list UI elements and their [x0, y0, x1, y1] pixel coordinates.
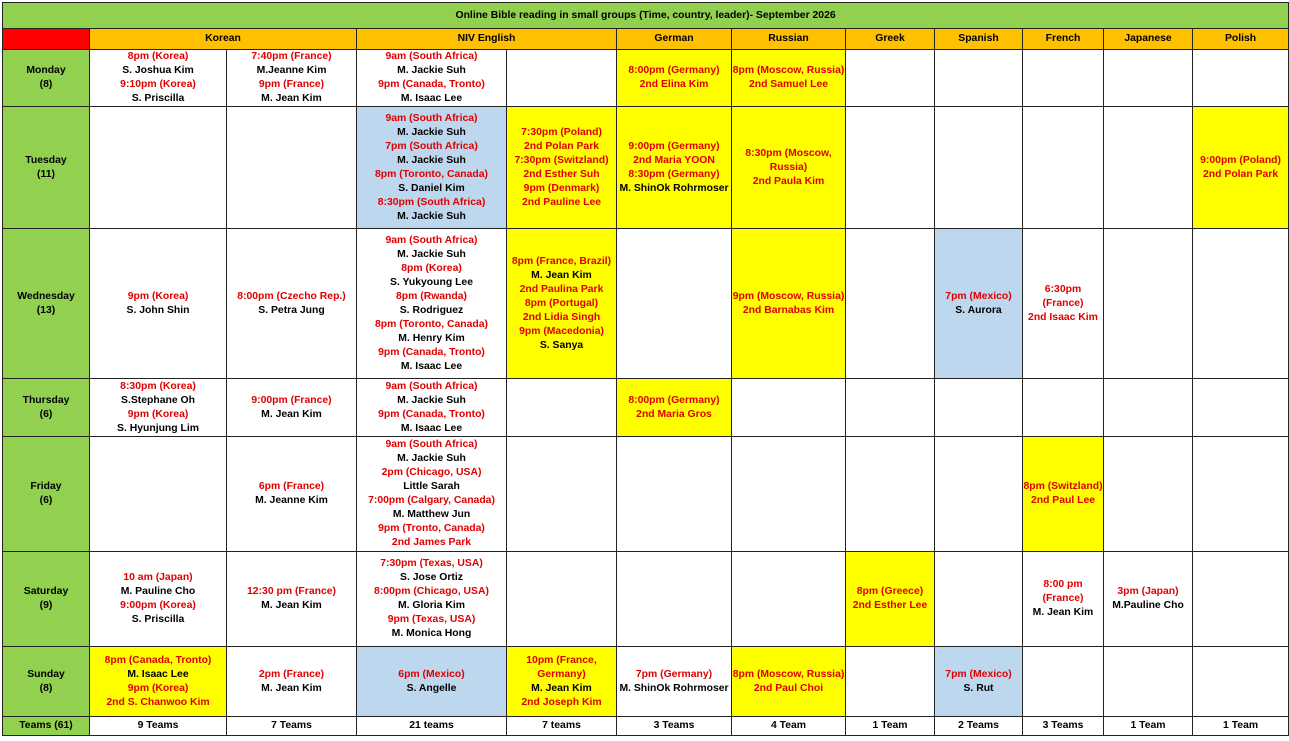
total-spanish: 2 Teams [935, 717, 1023, 736]
session-time: 9pm (Texas, USA) [387, 614, 476, 625]
session-time: 2pm (Chicago, USA) [381, 467, 482, 478]
cell-sunday-polish [1193, 647, 1289, 717]
cell-wednesday-english-2 [507, 229, 617, 379]
cell-thursday-english-1 [357, 379, 507, 437]
cell-saturday-korean-1 [90, 552, 227, 647]
session-time: 2nd Maria YOON [633, 154, 715, 166]
cell-tuesday-english-2 [507, 107, 617, 229]
cell-wednesday-japanese [1104, 229, 1193, 379]
cell-monday-polish [1193, 50, 1289, 107]
total-russian: 4 Team [732, 717, 846, 736]
session-time: 9pm (Korea) [127, 408, 189, 420]
total-german: 3 Teams [617, 717, 732, 736]
session-leader: S. Priscilla [131, 614, 185, 625]
total-english-2: 7 teams [507, 717, 617, 736]
cell-friday-korean-1 [90, 437, 227, 552]
page-title: Online Bible reading in small groups (Time, country, leader)- September 2026 [3, 3, 1289, 29]
cell-wednesday-german [617, 229, 732, 379]
session-leader: M.Pauline Cho [1112, 600, 1184, 611]
session-leader: M. Jean Kim [1032, 607, 1094, 618]
session-time: 8:00pm (Chicago, USA) [374, 586, 489, 597]
session-time: 10pm (France, Germany) [526, 654, 597, 680]
schedule-table [2, 2, 1289, 736]
session-time: 2nd Elina Kim [639, 79, 709, 90]
cell-sunday-japanese [1104, 647, 1193, 717]
session-time: 8:30pm (Korea) [120, 380, 196, 392]
cell-tuesday-german [617, 107, 732, 229]
session-time: 8:30pm (Moscow, Russia) [745, 147, 832, 173]
session-time: 7pm (Germany) [635, 668, 713, 680]
cell-friday-french [1023, 437, 1104, 552]
session-time: 8pm (Canada, Tronto) [104, 654, 212, 666]
cell-sunday-english-1 [357, 647, 507, 717]
session-leader: M. Monica Hong [391, 628, 472, 639]
session-time: 2nd James Park [391, 537, 472, 548]
session-leader: S.Stephane Oh [121, 394, 195, 406]
session-time: 9pm (Korea) [127, 290, 189, 302]
session-time: 10 am (Japan) [123, 572, 193, 583]
lang-header-french: French [1023, 29, 1104, 50]
cell-saturday-english-2 [507, 552, 617, 647]
session-time: 2nd Paula Kim [752, 175, 825, 187]
cell-saturday-russian [732, 552, 846, 647]
session-leader: M. Henry Kim [398, 332, 465, 344]
session-leader: M. Jeanne Kim [255, 495, 328, 506]
session-time: 9pm (Denmark) [523, 182, 600, 194]
session-time: 8pm (Korea) [127, 51, 189, 62]
day-label-thursday: Thursday (6) [3, 379, 90, 437]
session-leader: M. Isaac Lee [127, 668, 189, 680]
session-time: 2nd Paulina Park [519, 283, 604, 295]
day-label-sunday: Sunday (8) [3, 647, 90, 717]
total-korean-1: 9 Teams [90, 717, 227, 736]
session-leader: M. Jean Kim [261, 600, 322, 611]
session-time: 2nd Esther Lee [852, 600, 928, 611]
session-time: 7:40pm (France) [251, 51, 332, 62]
cell-friday-greek [846, 437, 935, 552]
cell-saturday-german [617, 552, 732, 647]
session-time: 9am (South Africa) [385, 439, 478, 450]
session-time: 8pm (Portugal) [524, 297, 599, 309]
session-leader: S. Sanya [539, 339, 584, 351]
cell-saturday-french [1023, 552, 1104, 647]
session-time: 9am (South Africa) [385, 234, 478, 246]
cell-wednesday-greek [846, 229, 935, 379]
session-leader: M. Jackie Suh [397, 126, 466, 138]
session-time: 2nd Maria Gros [636, 408, 712, 420]
cell-monday-korean-1 [90, 50, 227, 107]
total-greek: 1 Team [846, 717, 935, 736]
cell-thursday-polish [1193, 379, 1289, 437]
cell-monday-greek [846, 50, 935, 107]
cell-monday-japanese [1104, 50, 1193, 107]
session-time: 2nd Polan Park [1203, 168, 1279, 180]
cell-monday-spanish [935, 50, 1023, 107]
cell-sunday-english-2 [507, 647, 617, 717]
session-time: 8pm (Toronto, Canada) [375, 318, 488, 330]
lang-header-korean: Korean [90, 29, 357, 50]
session-time: 2nd Polan Park [523, 140, 600, 152]
session-time: 9pm (Canada, Tronto) [378, 346, 485, 358]
cell-monday-korean-2 [227, 50, 357, 107]
corner-cell [3, 29, 90, 50]
session-leader: S. John Shin [126, 304, 190, 316]
lang-header-greek: Greek [846, 29, 935, 50]
cell-tuesday-korean-2 [227, 107, 357, 229]
total-polish: 1 Team [1193, 717, 1289, 736]
session-time: 9am (South Africa) [385, 51, 478, 62]
cell-wednesday-korean-2 [227, 229, 357, 379]
session-leader: M. Jean Kim [261, 682, 322, 694]
session-time: 3pm (Japan) [1117, 586, 1179, 597]
session-time: 9pm (Canada, Tronto) [378, 79, 485, 90]
session-time: 8:00pm (Germany) [628, 394, 720, 406]
session-time: 9pm (Tronto, Canada) [378, 523, 485, 534]
cell-saturday-korean-2 [227, 552, 357, 647]
session-time: 8pm (Moscow, Russia) [732, 668, 845, 680]
cell-sunday-greek [846, 647, 935, 717]
session-leader: S. Yukyoung Lee [390, 276, 473, 288]
session-leader: M. Jean Kim [531, 269, 592, 281]
lang-header-spanish: Spanish [935, 29, 1023, 50]
cell-thursday-french [1023, 379, 1104, 437]
cell-monday-english-1 [357, 50, 507, 107]
session-leader: M. Jean Kim [261, 408, 322, 420]
cell-thursday-german [617, 379, 732, 437]
cell-monday-german [617, 50, 732, 107]
cell-wednesday-korean-1 [90, 229, 227, 379]
session-leader: M. Jackie Suh [397, 453, 466, 464]
total-english-1: 21 teams [357, 717, 507, 736]
cell-friday-korean-2 [227, 437, 357, 552]
cell-friday-polish [1193, 437, 1289, 552]
cell-wednesday-english-1 [357, 229, 507, 379]
lang-header-japanese: Japanese [1104, 29, 1193, 50]
cell-tuesday-polish [1193, 107, 1289, 229]
session-time: 9:00pm (Poland) [1200, 154, 1281, 166]
session-time: 2nd Paul Lee [1030, 495, 1096, 506]
total-korean-2: 7 Teams [227, 717, 357, 736]
session-leader: S. Rodriguez [399, 304, 464, 316]
totals-label: Teams (61) [3, 717, 90, 736]
session-time: 2nd Paul Choi [753, 682, 824, 694]
session-time: 7pm (Mexico) [945, 290, 1012, 302]
session-time: 9pm (Moscow, Russia) [732, 290, 845, 302]
session-leader: M. Matthew Jun [392, 509, 471, 520]
session-time: 7:30pm (Texas, USA) [380, 558, 483, 569]
session-time: 6pm (Mexico) [398, 668, 465, 680]
cell-monday-russian [732, 50, 846, 107]
session-leader: M. Jackie Suh [397, 65, 466, 76]
session-leader: M. ShinOk Rohrmoser [619, 182, 729, 194]
day-label-wednesday: Wednesday (13) [3, 229, 90, 379]
session-time: 8:30pm (South Africa) [377, 196, 486, 208]
cell-sunday-korean-1 [90, 647, 227, 717]
total-french: 3 Teams [1023, 717, 1104, 736]
cell-thursday-russian [732, 379, 846, 437]
session-leader: M. Jean Kim [531, 682, 592, 694]
session-time: 2pm (France) [258, 668, 325, 680]
session-time: 7:00pm (Calgary, Canada) [368, 495, 495, 506]
session-leader: S. Angelle [406, 682, 457, 694]
session-time: 9pm (Macedonia) [519, 325, 604, 337]
cell-wednesday-french [1023, 229, 1104, 379]
session-time: 9am (South Africa) [385, 112, 478, 124]
day-label-monday: Monday (8) [3, 50, 90, 107]
cell-monday-english-2 [507, 50, 617, 107]
cell-wednesday-polish [1193, 229, 1289, 379]
cell-tuesday-korean-1 [90, 107, 227, 229]
cell-wednesday-russian [732, 229, 846, 379]
cell-saturday-polish [1193, 552, 1289, 647]
session-time: 2nd Isaac Kim [1028, 311, 1098, 323]
session-leader: M. Pauline Cho [120, 586, 196, 597]
session-time: 8pm (Toronto, Canada) [375, 168, 488, 180]
session-time: 2nd Barnabas Kim [742, 304, 835, 316]
session-time: 8pm (France, Brazil) [511, 255, 612, 267]
session-time: 2nd Esther Suh [523, 168, 600, 180]
session-time: 7:30pm (Switzland) [514, 154, 609, 166]
session-leader: M. ShinOk Rohrmoser [619, 682, 729, 694]
session-leader: S. Aurora [955, 304, 1002, 316]
cell-thursday-japanese [1104, 379, 1193, 437]
cell-sunday-spanish [935, 647, 1023, 717]
day-label-friday: Friday (6) [3, 437, 90, 552]
cell-friday-spanish [935, 437, 1023, 552]
cell-sunday-french [1023, 647, 1104, 717]
session-time: 9:00pm (Germany) [628, 140, 720, 152]
session-leader: M. Jean Kim [261, 93, 322, 104]
session-time: 8pm (Rwanda) [395, 290, 467, 302]
cell-thursday-korean-2 [227, 379, 357, 437]
session-leader: M. Jackie Suh [397, 248, 466, 260]
session-time: 6:30pm (France) [1042, 283, 1084, 309]
cell-friday-russian [732, 437, 846, 552]
cell-friday-german [617, 437, 732, 552]
session-leader: S. Daniel Kim [398, 182, 465, 194]
cell-saturday-spanish [935, 552, 1023, 647]
cell-thursday-korean-1 [90, 379, 227, 437]
cell-saturday-japanese [1104, 552, 1193, 647]
session-time: 7pm (South Africa) [385, 140, 478, 152]
session-time: 7pm (Mexico) [945, 668, 1012, 680]
session-time: 9pm (Korea) [127, 682, 189, 694]
session-leader: Little Sarah [403, 481, 460, 492]
lang-header-german: German [617, 29, 732, 50]
session-leader: S. Rut [963, 682, 994, 694]
session-time: 8:00pm (Czecho Rep.) [237, 290, 346, 302]
session-time: 7:30pm (Poland) [521, 126, 602, 138]
session-time: 8:00 pm (France) [1042, 579, 1084, 604]
session-time: 9am (South Africa) [385, 380, 478, 392]
session-time: 8:30pm (Germany) [628, 168, 720, 180]
lang-header-russian: Russian [732, 29, 846, 50]
cell-friday-english-2 [507, 437, 617, 552]
cell-friday-english-1 [357, 437, 507, 552]
cell-tuesday-french [1023, 107, 1104, 229]
cell-thursday-english-2 [507, 379, 617, 437]
session-leader: M. Isaac Lee [400, 422, 463, 434]
session-leader: M. Isaac Lee [400, 360, 463, 372]
session-time: 6pm (France) [258, 481, 325, 492]
session-time: 12:30 pm (France) [247, 586, 336, 597]
session-leader: M. Jackie Suh [397, 154, 466, 166]
cell-sunday-russian [732, 647, 846, 717]
cell-tuesday-spanish [935, 107, 1023, 229]
session-leader: M. Gloria Kim [398, 600, 465, 611]
session-leader: S. Hyunjung Lim [117, 422, 199, 434]
lang-header-polish: Polish [1193, 29, 1289, 50]
session-leader: M.Jeanne Kim [256, 65, 327, 76]
session-time: 8pm (Switzland) [1023, 481, 1103, 492]
session-time: 9:00pm (Korea) [120, 600, 196, 611]
cell-sunday-korean-2 [227, 647, 357, 717]
session-time: 9pm (France) [258, 79, 325, 90]
cell-tuesday-english-1 [357, 107, 507, 229]
session-leader: S. Petra Jung [258, 304, 325, 316]
session-leader: M. Isaac Lee [400, 93, 463, 104]
session-time: 9:10pm (Korea) [120, 79, 196, 90]
cell-thursday-spanish [935, 379, 1023, 437]
session-leader: S. Joshua Kim [122, 65, 194, 76]
session-time: 8pm (Greece) [856, 586, 924, 597]
cell-thursday-greek [846, 379, 935, 437]
session-time: 8pm (Moscow, Russia) [732, 65, 845, 76]
session-time: 8:00pm (Germany) [628, 65, 720, 76]
total-japanese: 1 Team [1104, 717, 1193, 736]
session-time: 8pm (Korea) [401, 262, 462, 274]
session-time: 2nd Pauline Lee [521, 196, 602, 208]
lang-header-english: NIV English [357, 29, 617, 50]
cell-saturday-english-1 [357, 552, 507, 647]
session-leader: S. Jose Ortiz [400, 572, 463, 583]
cell-saturday-greek [846, 552, 935, 647]
cell-sunday-german [617, 647, 732, 717]
session-leader: M. Jackie Suh [397, 210, 466, 222]
day-label-saturday: Saturday (9) [3, 552, 90, 647]
day-label-tuesday: Tuesday (11) [3, 107, 90, 229]
session-time: 2nd S. Chanwoo Kim [106, 696, 210, 708]
session-leader: M. Jackie Suh [397, 394, 466, 406]
session-time: 2nd Lidia Singh [522, 311, 601, 323]
session-time: 9pm (Canada, Tronto) [378, 408, 485, 420]
cell-friday-japanese [1104, 437, 1193, 552]
session-time: 9:00pm (France) [251, 394, 332, 406]
cell-monday-french [1023, 50, 1104, 107]
cell-wednesday-spanish [935, 229, 1023, 379]
session-leader: S. Priscilla [131, 93, 185, 104]
cell-tuesday-russian [732, 107, 846, 229]
cell-tuesday-greek [846, 107, 935, 229]
session-time: 2nd Joseph Kim [521, 696, 602, 708]
session-time: 2nd Samuel Lee [748, 79, 829, 90]
cell-tuesday-japanese [1104, 107, 1193, 229]
